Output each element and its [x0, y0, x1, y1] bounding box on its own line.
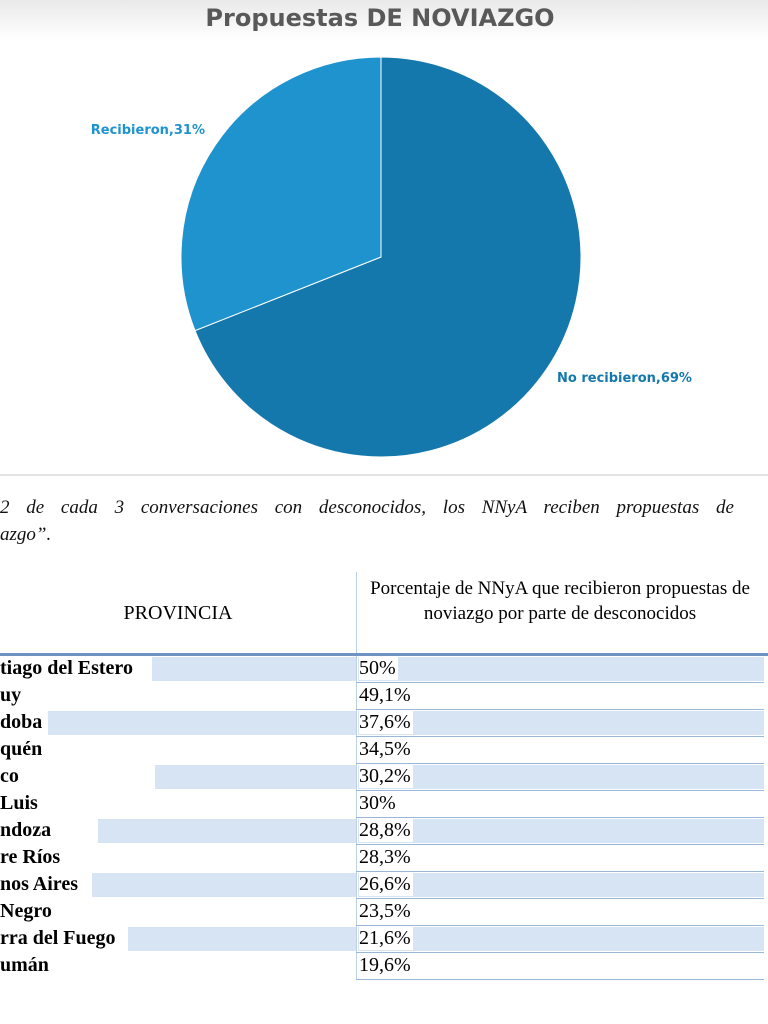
row-shade-left — [98, 819, 356, 843]
row-shade-left — [152, 657, 356, 681]
data-label: No recibieron,69% — [557, 371, 692, 386]
table-row — [0, 710, 768, 737]
province-name: Luis — [0, 791, 41, 815]
percentage-value: 21,6% — [359, 927, 411, 949]
chart-title: Propuestas DE NOVIAZGO — [205, 4, 555, 32]
percentage-value: 30% — [359, 792, 396, 814]
row-shade-right — [358, 873, 764, 897]
province-name: tiago del Estero — [0, 656, 136, 680]
province-name: quén — [0, 737, 45, 761]
percentage-value: 28,8% — [359, 819, 411, 841]
quote-text — [0, 494, 768, 554]
row-shade-right — [358, 711, 764, 735]
province-name: re Ríos — [0, 845, 63, 869]
percentage-value: 49,1% — [359, 684, 411, 706]
table-row — [0, 872, 768, 899]
province-name: nos Aires — [0, 872, 81, 896]
percentage-value: 50% — [359, 657, 396, 679]
province-name: doba — [0, 710, 45, 734]
row-shade-left — [92, 873, 356, 897]
percentage-value: 30,2% — [359, 765, 411, 787]
province-name: umán — [0, 953, 52, 977]
table-row — [0, 845, 768, 872]
row-shade-right — [358, 765, 764, 789]
table-row — [0, 683, 768, 710]
percentage-value: 19,6% — [359, 954, 411, 976]
row-shade-left — [48, 711, 356, 735]
province-name: uy — [0, 683, 24, 707]
data-label: Recibieron,31% — [90, 123, 205, 138]
header-porcentaje: Porcentaje de NNyA que recibieron propuestas de noviazgo por parte de desconocidos — [370, 578, 750, 624]
table-row — [0, 737, 768, 764]
percentage-value: 28,3% — [359, 846, 411, 868]
row-shade-right — [358, 819, 764, 843]
table-row — [0, 899, 768, 926]
table-row — [0, 818, 768, 845]
percentage-value: 34,5% — [359, 738, 411, 760]
row-shade-right — [358, 657, 764, 681]
table-row — [0, 764, 768, 791]
percentage-value: 37,6% — [359, 711, 411, 733]
table-row — [0, 926, 768, 953]
row-shade-left — [155, 765, 356, 789]
row-separator — [356, 979, 764, 980]
percentage-value: 26,6% — [359, 873, 411, 895]
row-shade-left — [128, 927, 356, 951]
header-provincia: PROVINCIA — [123, 602, 233, 624]
province-name: rra del Fuego — [0, 926, 119, 950]
province-name: ndoza — [0, 818, 54, 842]
table-row — [0, 953, 768, 980]
province-table — [0, 572, 768, 1012]
row-shade-right — [358, 927, 764, 951]
percentage-value: 23,5% — [359, 900, 411, 922]
table-row — [0, 656, 768, 683]
chart-border — [0, 474, 768, 476]
pie-chart — [0, 40, 768, 474]
quote-line-2: azgo”. — [0, 524, 52, 545]
province-name: Negro — [0, 899, 55, 923]
quote-line-1: 2 de cada 3 conversaciones con desconocidos, los NNyA reciben propuestas de — [0, 497, 734, 518]
table-row — [0, 791, 768, 818]
province-name: co — [0, 764, 22, 788]
